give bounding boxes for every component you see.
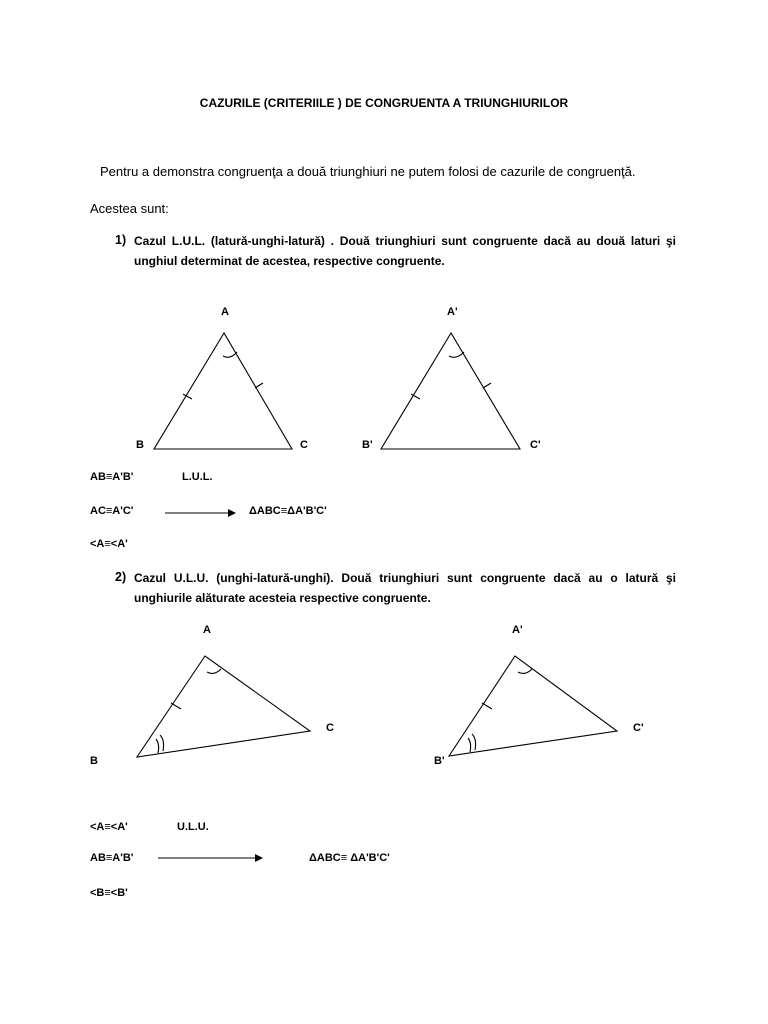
triangle-abc-2-prime-outline (449, 656, 617, 756)
vertex-label-b-2: B (90, 755, 98, 767)
vertex-label-c-prime: C' (530, 439, 541, 451)
vertex-label-a-2: A (203, 624, 211, 636)
case-1-name: L.U.L. (182, 471, 213, 483)
angle-arc-a-prime (449, 352, 464, 357)
triangle-abc-1-prime-outline (381, 333, 520, 449)
case-2-name: U.L.U. (177, 821, 209, 833)
relation-1-3: <A≡<A' (90, 538, 128, 550)
angle-arc-b-2-prime-outer (472, 734, 476, 750)
vertex-label-a-2-prime: A' (512, 624, 523, 636)
triangle-abc-1-prime (381, 333, 520, 449)
triangle-abc-2 (137, 656, 310, 757)
implication-arrow-1 (165, 509, 236, 517)
tick-mark-ab-2-prime (482, 703, 492, 709)
triangle-abc-1 (154, 333, 292, 449)
vertex-label-a: A (221, 306, 229, 318)
case-2-number: 2) (115, 570, 127, 584)
vertex-label-a-prime: A' (447, 306, 458, 318)
angle-arc-b-2-prime-inner (468, 738, 471, 752)
vertex-label-b: B (136, 439, 144, 451)
triangle-abc-1-outline (154, 333, 292, 449)
implication-arrow-2 (158, 854, 263, 862)
relation-2-2: AB≡A'B' (90, 852, 134, 864)
case-2-conclusion: ΔABC≡ ΔA'B'C' (309, 852, 390, 864)
angle-arc-a-2 (207, 669, 221, 673)
intro-paragraph: Pentru a demonstra congruenţa a două triunghiuri ne putem folosi de cazurile de congruenţă. (100, 164, 636, 179)
list-intro: Acestea sunt: (90, 201, 169, 216)
tick-mark-ac-prime (483, 383, 491, 388)
tick-mark-ab-2 (171, 703, 181, 709)
relation-2-3: <B≡<B' (90, 887, 128, 899)
tick-mark-ac (255, 383, 263, 388)
relation-2-1: <A≡<A' (90, 821, 128, 833)
vertex-label-b-2-prime: B' (434, 755, 445, 767)
angle-arc-a-2-prime (518, 669, 532, 673)
vertex-label-c-2-prime: C' (633, 722, 644, 734)
vertex-label-c-2: C (326, 722, 334, 734)
angle-arc-a (223, 352, 237, 357)
relation-1-1: AB≡A'B' (90, 471, 134, 483)
triangle-abc-2-prime (449, 656, 617, 756)
relation-1-2: AC≡A'C' (90, 505, 134, 517)
angle-arc-b-2-inner (156, 739, 159, 753)
case-1-conclusion: ΔABC≡ΔA'B'C' (249, 505, 327, 517)
case-2-description: Cazul U.L.U. (unghi-latură-unghi). Două triunghiuri sunt congruente dacă au o latură şi unghiurile alăturate acesteia respective congruente. (134, 571, 676, 605)
page-title: CAZURILE (CRITERIILE ) DE CONGRUENTA A TRIUNGHIURILOR (199, 96, 569, 110)
case-1-number: 1) (115, 233, 127, 247)
angle-arc-b-2-outer (160, 735, 164, 751)
case-1-description: Cazul L.U.L. (latură-unghi-latură) . Două triunghiuri sunt congruente dacă au două laturi şi unghiul determinat de acestea, respective congruente. (134, 234, 676, 268)
vertex-label-c: C (300, 439, 308, 451)
vertex-label-b-prime: B' (362, 439, 373, 451)
